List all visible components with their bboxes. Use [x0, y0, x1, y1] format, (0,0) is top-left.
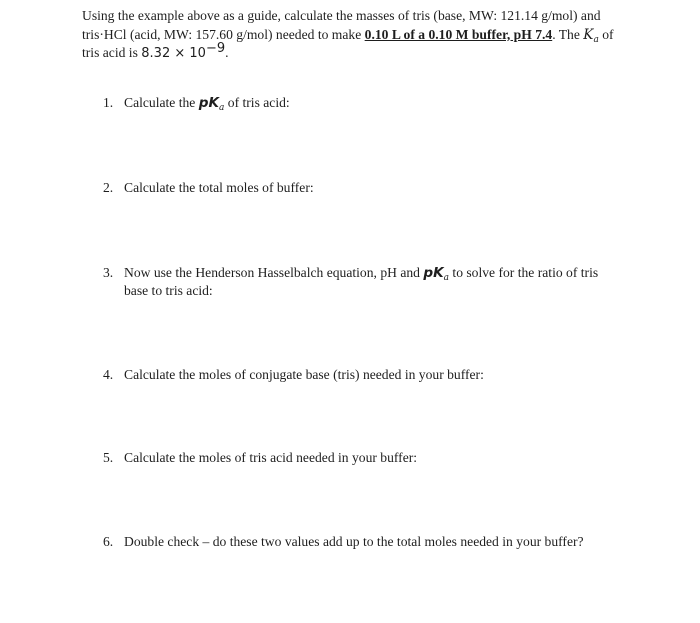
- intro-text-1: Using the example above as a guide, calculate the masses of tris (base, MW: 121.14 g/mol) and tris·HCl (acid, MW: 157.60 g/mol) needed to make: [82, 8, 601, 42]
- question-text: Calculate the moles of tris acid needed in your buffer:: [124, 450, 418, 465]
- ka-subscript: a: [593, 34, 599, 45]
- question-number: 6.: [103, 534, 114, 549]
- intro-text-2: . The: [552, 26, 584, 42]
- question-number: 4.: [103, 367, 114, 382]
- ka-exponent: −9: [205, 41, 226, 56]
- pka-symbol: pK: [198, 95, 219, 111]
- ka-value: 8.32 × 10: [141, 46, 206, 61]
- question-text: Double check – do these two values add up to the total moles needed in your buffer?: [124, 534, 584, 549]
- question-number: 3.: [103, 265, 114, 280]
- question-text: Calculate the total moles of buffer:: [124, 180, 314, 195]
- ka-symbol: K: [583, 26, 594, 43]
- intro-text-3: of tris acid is: [82, 26, 614, 60]
- question-text: [124, 94, 604, 112]
- intro-text-4: .: [225, 45, 229, 60]
- question-text-pre: Calculate the: [124, 95, 199, 110]
- question-text-post: to solve for the ratio of tris base to tris acid:: [124, 265, 599, 298]
- pka-symbol: pK: [423, 265, 444, 281]
- question-text-post: of tris acid:: [224, 95, 290, 110]
- question-text-pre: Now use the Henderson Hasselbalch equation, pH and: [124, 265, 424, 280]
- question-text: [124, 264, 604, 300]
- intro-paragraph: [82, 7, 622, 64]
- intro-emphasis: 0.10 L of a 0.10 M buffer, pH 7.4: [364, 26, 553, 42]
- question-number: 5.: [103, 450, 114, 465]
- question-text: Calculate the moles of conjugate base (tris) needed in your buffer:: [124, 367, 484, 382]
- question-number: 2.: [103, 180, 114, 195]
- pka-subscript: a: [219, 103, 225, 113]
- question-number: 1.: [103, 95, 114, 110]
- pka-subscript: a: [443, 273, 450, 283]
